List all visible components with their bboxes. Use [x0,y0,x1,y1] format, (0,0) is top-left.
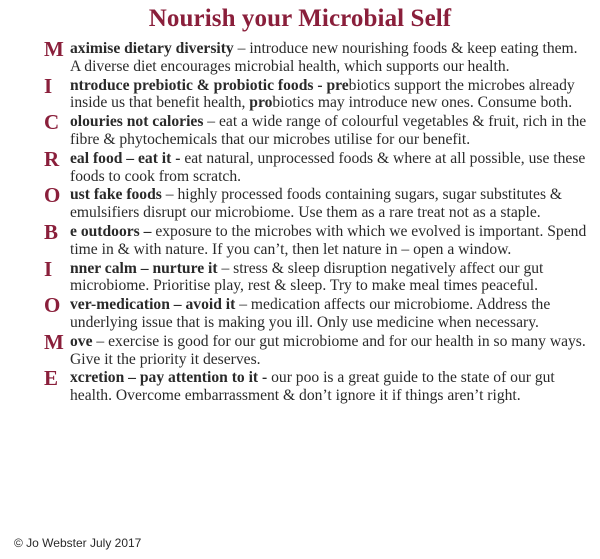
initial-letter: B [44,219,59,244]
list-item [0,37,600,76]
entry-text-emphasis: pro [249,94,273,112]
entry-heading: olouries not calories [70,113,204,131]
acrostic-list [0,37,600,406]
list-item [0,293,600,332]
initial-letter: C [44,110,60,135]
entry-heading: nner calm – nurture it [70,259,218,277]
entry-heading: ntroduce prebiotic & probiotic foods - [70,76,323,94]
initial-letter: R [44,146,60,171]
entry-heading: ver-medication – avoid it [70,296,236,314]
list-item [0,73,600,113]
list-item [0,366,600,405]
entry-text: our poo is a great guide to the state of our gut health. Overcome embarrassment & don’t ignore it if things aren’t right. [70,369,555,405]
entry-text: – highly processed foods containing sugars, sugar substitutes & emulsifiers disrupt our microbiome. Use them as a rare treat not as a staple. [70,186,563,222]
entry-heading: e outdoors – [70,222,152,240]
initial-letter: E [44,366,59,391]
list-item [0,183,600,222]
entry-text: eat natural, unprocessed foods & where at all possible, use these foods to cook from scratch. [70,149,586,185]
list-item [0,329,600,369]
entry-heading: ust fake foods [70,186,162,204]
entry-heading: xcretion – pay attention to it - [70,369,268,387]
entry-text: biotics support the microbes already inside us that benefit health, [70,76,575,112]
list-item [0,256,600,296]
page-title: Nourish your Microbial Self [148,5,452,32]
initial-letter: M [44,329,64,354]
initial-letter: O [44,183,61,208]
list-item [0,110,600,149]
list-item [0,146,600,186]
entry-text: – medication affects our microbiome. Address the underlying issue that is making you ill. Only use medicine when necessary. [70,296,551,331]
initial-letter: O [44,293,61,318]
initial-letter: I [44,256,53,281]
entry-text: exposure to the microbes with which we evolved is important. Spend time in & with nature. If you can’t, then let nature in – open a window. [70,222,587,258]
entry-text: biotics may introduce new ones. Consume both. [272,94,573,112]
entry-text: – stress & sleep disruption negatively affect our gut microbiome. Prioritise play, rest & sleep. Try to make meal times peaceful. [70,259,544,295]
entry-text-emphasis: pre [326,76,349,94]
entry-text: – exercise is good for our gut microbiome and for our health in so many ways. Give it the priority it deserves. [70,332,586,368]
list-item [0,219,600,259]
initial-letter: M [44,37,64,61]
entry-heading: ove [70,332,93,350]
copyright-footer: © Jo Webster July 2017 [14,536,142,550]
initial-letter: I [44,73,53,98]
entry-heading: aximise dietary diversity [70,40,234,57]
entry-text: – introduce new nourishing foods & keep eating them. A diverse diet encourages microbial health, which supports our health. [70,40,578,75]
entry-heading: eal food – eat it - [70,149,181,167]
entry-text: – eat a wide range of colourful vegetables & fruit, rich in the fibre & phytochemicals that our microbes utilise for our benefit. [70,113,587,148]
